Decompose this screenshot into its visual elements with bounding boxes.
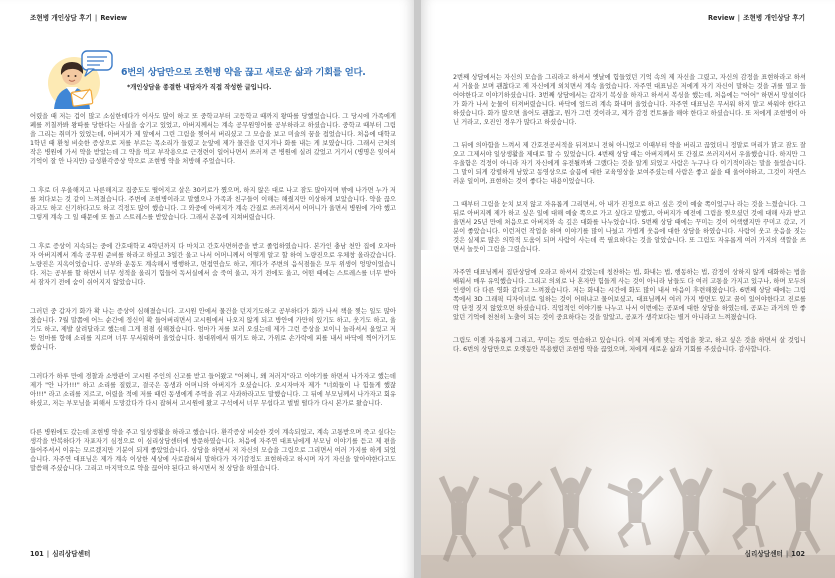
footer-separator: | [785, 550, 789, 558]
article-subtitle: *개인상담을 종결한 내담자가 직접 작성한 글입니다. [127, 84, 272, 91]
paragraph: 다른 병원에도 갔는데 조현병 약을 주고 일상생활을 하라고 했습니다. 환각증상 비슷한 것이 계속되었고, 계속 고통받으며 죽고 싶다는 생각을 반복하다가 자포자기 심정으로 이 심리상담센터에 방문하였습니다. 처음에 자주연 대표님에게 부모님 이야기를 듣고 제 편을 들어주셔서 이유는 모르겠지만 기분이 되게 좋았었습니다. 상담을 하면서 저 자신의 모습을 그림으로 그리면서 여러 가지를 하게 되었습니다. 자주연 대표님은 제가 계속 이상한 세상에 사로잡혀서 말하다가 자기감정도 표현하라고 하시며 자기 자신을 알아야한다고도 말씀해 주셨습니다. 그리고 마지막으로 약을 끊어야 된다고 하시면서 첫 상담을 하였습니다. [30, 429, 396, 472]
running-header-left [30, 12, 127, 22]
person-with-letter-and-speech-bubble-icon [44, 47, 116, 111]
header-separator: | [737, 14, 741, 22]
footer-separator: | [46, 550, 50, 558]
paragraph: 어렸을 때 저는 겁이 많고 소심한데다가 이사도 많이 하고 또 중학교부터 고등학교 때까지 왕따를 당했었습니다. 그 당시에 가족에게 폐를 끼칠까봐 왕따를 당한다는 사실을 숨기고 있었고, 아버지께서는 계속 공무원영어를 공부하라고 하셨습니다. 중학교 때부터 그림을 그리는 취미가 있었는데, 아버지가 제 앞에서 그린 그림을 찢어서 버리셨고 그 모습을 보고 미술의 꿈을 접었습니다. 처음에 대학교 1학년 때 환청 비슷한 증상으로 저를 부르는 목소리가 들렸고 눈앞에 제가 물건을 던지거나 화를 내는 게 보였습니다. 그래서 근처의 작은 병원에 가서 약을 받았는데 그 약을 먹고 부작용으로 근경련이 일어나면서 쓰러져 큰 병원에 실려 갔었고 거기서 (병명은 잊어서 기억이 잘 안 나지만) 급성환각증상 약으로 조현병 약을 처방해 주었습니다. [30, 113, 396, 165]
page-footer-right [745, 548, 805, 558]
paragraph: 그 뒤에 의아함을 느껴서 제 간호전공서적을 뒤져보니 전혀 아니었고 이때부터 약을 버리고 끊었더니 정말로 머리가 맑고 잠도 잘 오고 그제서야 일상생활을 제대로 할 수 있었습니다. 4번째 상담 때는 아버지께서 또 간질로 쓰러지셔서 우울했습니다. 하지만 그 우울함은 걱정이 아니라 자기 자신에게 유전될까봐 그랬다는 것을 알게 되었고 사람은 누구나 다 이기적이라는 말을 들었습니다. 그 말이 되게 강렬하게 남았고 동영상으로 슬픔에 대한 교육영상을 보여주셨는데 사람은 좋고 싫을 때 울어야하고, 그것이 자연스러운 일이며, 표현하는 것이 좋다는 내용이었습니다. [453, 142, 806, 185]
article-title: 6번의 상담만으로 조현병 약을 끊고 새로운 삶과 기회를 얻다. [121, 67, 366, 78]
page-footer-left [30, 548, 90, 558]
photo-ground [421, 555, 835, 578]
header-label: Review [707, 14, 735, 22]
paragraph: 그 후로 증상이 지속되는 중에 간호대학교 4학년까지 다 마치고 간호사면허증을 받고 졸업하였습니다. 본가인 충남 천안 집에 오자마자 아버지께서 계속 공무원 준비를 하라고 하셨고 3일간 울고 나서 어머니께서 어떻게 알고 할 하여 노량진으로 우체창 올라갔습니다. 노량진은 지옥이었습니다. 공부와 운동도 계속해서 병행하고, 면접연습도 하고, 게다가 주변의 음식점들은 모두 위생이 엉망이었습니다. 저는 공부를 할 하면서 너무 성적을 올리기 힘들어 독서실에서 숨 죽여 울고, 자기 전에도 울고, 어떤 때에는 스트레스를 너무 받아서 잠자기 전에 숨이 쉬어지지 않았습니다. [30, 243, 396, 286]
header-separator: | [94, 14, 98, 22]
left-page [0, 0, 414, 578]
paragraph: 그림도 이젠 자유롭게 그리고, 꾸미는 것도 연습하고 있습니다. 이제 저에게 맞는 직업을 찾고, 하고 싶은 것을 하면서 살 것입니다. 6번의 상담만으로 오랫동안 복용했던 조현병 약을 끊었으며, 저에게 새로운 삶과 기회를 주셨습니다. 감사합니다. [453, 337, 806, 353]
header-section-title: 조현병 개인상담 후기 [743, 14, 805, 22]
paragraph: 2번째 상담에서는 자신의 모습을 그리라고 하셔서 옛날에 힘들었던 기억 속의 제 자신을 그렸고, 자신의 감정을 표현하라고 하셔서 거울을 보며 괜찮다고 제 자신에게 외치면서 계속 울었습니다. 자주연 대표님은 저에게 자기 자신이 말하는 것을 귀를 열고 들어야한다고 이야기하셨습니다. 3번째 상담에서는 갑자기 복싱을 하자고 하셔서 복싱을 했는데, 처음에는 "어어" 하면서 망설이다가 화가 나서 눈물이 터져버렸습니다. 바닥에 엎드려 계속 화내며 울었습니다. 자주연 대표님은 무서워 하지 말고 싸워야 한다고 하셨습니다. 화가 많으면 울어도 괜찮고, 뭔가 그런 것이라고, 제가 감정 컨트롤을 해야 한다고 하셨습니다. 또 저에게 조현병이 아닌 거라고, 오진인 경우가 많다고 하셨습니다. [453, 74, 806, 126]
paragraph: 그러다가 하루 만에 경찰과 소방관이 고시원 주인의 신고를 받고 들어왔고 "어쩌니, 왜 저러지"라고 이야기를 하면서 나가자고 했는데 제가 "안 나가!!!" 하고 소리를 질렀고, 결국은 동생과 어머니와 아버지가 오셨습니다. 오시자마자 제가 "너희들이 나 힘들게 했잖아!!!" 라고 소리를 지르고, 어렸을 적에 저를 때린 동생에게 주먹을 쥐고 사과하라고도 말했습니다. 그 뒤에 부모님께서 나가자고 회유하셨고, 저는 부모님을 피해서 도망갔다가 다시 잡혀서 고시원에 왔고 구석에서 너무 무섭다고 벌벌 떨다가 다시 본가로 왔습니다. [30, 373, 396, 407]
article-body-right [453, 73, 806, 469]
running-header-right [708, 12, 805, 22]
publisher-name: 심리상담센터 [744, 550, 783, 558]
page-number: 101 [30, 550, 44, 558]
publisher-name: 심리상담센터 [52, 550, 91, 558]
header-label: Review [100, 14, 128, 22]
right-page [421, 0, 835, 578]
paragraph: 그 때부터 그림을 눈치 보지 않고 자유롭게 그리면서, 아 내가 진정으로 하고 싶은 것이 예술 쪽이었구나 라는 것을 느꼈습니다. 그 뒤로 아버지께 제가 하고 싶은 일에 대해 예술 쪽으로 가고 싶다고 말했고, 아버지가 예전에 그림을 찢으셨던 것에 대해 사과 받고 울면서 25년 만에 처음으로 아버지와 속 깊은 대화를 나누었습니다. 5번째 상담 때에는 꾸미는 것이 어색했지만 꾸미고 갔고, 기분이 좋았습니다. 이런저런 작업을 하며 이야기를 많이 나눴고 가볍게 웃음에 대한 상담을 하였습니다. 사람이 웃고 웃음을 짓는 것은 실제로 많은 의학적 도움이 되며 사람이 사는데 꼭 필요하다는 것을 알았습니다. 또 그림도 자유롭게 여러 가지의 색깔을 쓰면서 놀듯이 그림을 그렸습니다. [453, 201, 806, 253]
paragraph: 그 후로 더 우울해지고 나른해지고 집중도도 떨어지고 살은 30키로가 쪘으며, 하지 않은 대로 나고 잠도 많아지며 밖에 나가면 누가 저를 쳐다보는 것 같이 느껴졌습니다. 주변에 조현병이라고 말했으나 가족과 친구들이 이해는 해줬지만 이상하게 보았습니다. 약을 끊으라고도 하고 신기하다고도 하고 걱정도 많이 했습니다. 그 와중에 아버지가 계속 간질로 쓰러지셔서 어머니가 울면서 병원에 가야 했고 그렇게 계속 그 일 때문에 또 돌고 스트레스를 받았습니다. 그래서 온몸에 지쳐버렸습니다. [30, 187, 396, 221]
header-section-title: 조현병 개인상담 후기 [30, 14, 92, 22]
paragraph: 그러던 중 갑자기 화가 확 나는 증상이 심해졌습니다. 고시원 안에서 물건을 던지기도하고 공부하다가 화가 나서 책을 찢는 일도 많아졌습니다. 7월 말쯤에 어느 순간에 정신이 확 들어버리면서 고시원에서 나오지 않게 되고 방안에 가만히 있기도 하고, 웃기도 하고, 울기도 하고, 제발 살려달라고 했는데 그게 점점 심해졌습니다. 엄마가 저를 보러 오셨는데 제가 그런 증상을 보이니 놀라셔서 울었고 저는 엄마를 향해 소리를 지르며 너무 무서워하며 울었습니다. 침대위에서 뛰기도 하고, 가위로 손가락에 피를 내서 바닥에 찍어가기도 했습니다. [30, 308, 396, 351]
letter-icon [71, 89, 93, 106]
paragraph: 자주연 대표님께서 집단상담에 오라고 하셔서 갔었는데 칭찬하는 법, 화내는 법, 행동하는 법, 감정이 상하지 않게 대화하는 법을 배워서 매우 유익했습니다. 그리고 의외로 나 혼자만 힘들게 사는 것이 아니라 남들도 다 여러 고통을 가지고 있구나, 하며 모두의 인생이 다 다른 영화 같다고 느껴졌습니다. 저는 화내는 시간에 화도 많이 내서 마음이 후련해졌습니다. 6번째 상담 때에는 그림 쪽에서 3D 그래픽 디자이너로 일하는 것이 어떠냐고 물어보셨고, 대표님께서 여러 가지 방면도 있고 꿈이 있어야한다고 진로를 딱 단정 짓지 않았으면 하셨습니다. 직업적인 이야기를 나누고 나서 이번에는 공포에 대한 상담을 하였는데, 공포는 과거의 안 좋았던 기억에 천천히 노출이 되는 것이 중요하다는 것을 알았고, 공포가 생각보다는 별거 아니라고 느껴졌습니다. [453, 269, 806, 321]
page-number: 102 [791, 550, 805, 558]
article-body-left [30, 112, 396, 526]
